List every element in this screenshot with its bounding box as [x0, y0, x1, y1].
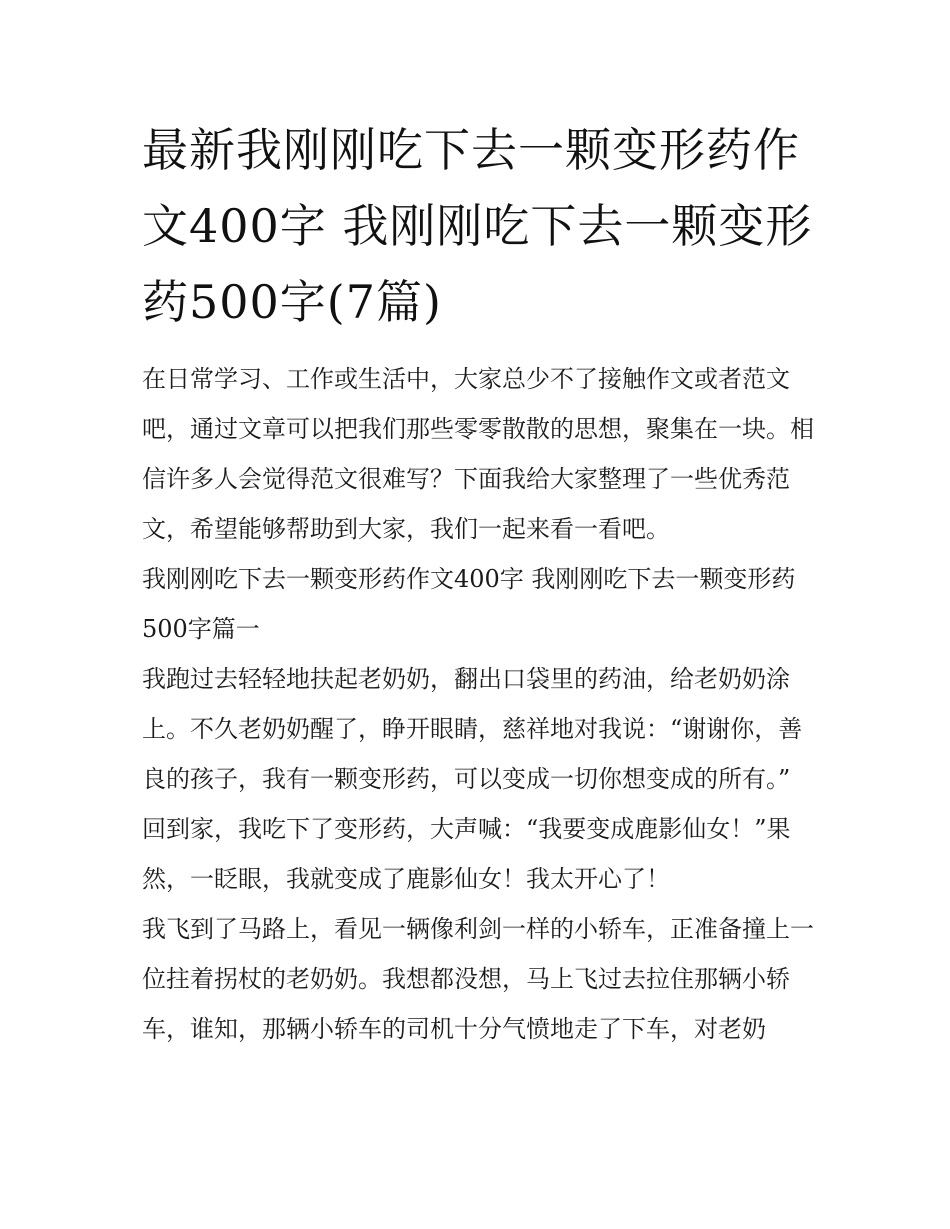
document-title: 最新我刚刚吃下去一颗变形药作文400字 我刚刚吃下去一颗变形药500字(7篇) — [142, 123, 813, 329]
document-content — [142, 112, 814, 1054]
body-paragraph-3: 我飞到了马路上，看见一辆像利剑一样的小轿车，正准备撞上一位拄着拐杖的老奶奶。我想都没想，马上飞过去拉住那辆小轿车，谁知，那辆小轿车的司机十分气愤地走了下车，对老奶 — [142, 915, 814, 1043]
intro-paragraph: 在日常学习、工作或生活中，大家总少不了接触作文或者范文吧，通过文章可以把我们那些零零散散的思想，聚集在一块。相信许多人会觉得范文很难写？下面我给大家整理了一些优秀范文，希望能够帮助到大家，我们一起来看一看吧。 — [142, 365, 814, 543]
section-heading: 我刚刚吃下去一颗变形药作文400字 我刚刚吃下去一颗变形药500字篇一 — [142, 565, 796, 643]
document-body — [142, 354, 814, 1054]
body-paragraph-1: 我跑过去轻轻地扶起老奶奶，翻出口袋里的药油，给老奶奶涂上。不久老奶奶醒了，睁开眼睛，慈祥地对我说：“谢谢你，善良的孩子，我有一颗变形药，可以变成一切你想变成的所有。” — [142, 665, 803, 793]
body-paragraph-2: 回到家，我吃下了变形药，大声喊：“我要变成鹿影仙女！”果然，一眨眼，我就变成了鹿影仙女！我太开心了！ — [142, 815, 791, 893]
